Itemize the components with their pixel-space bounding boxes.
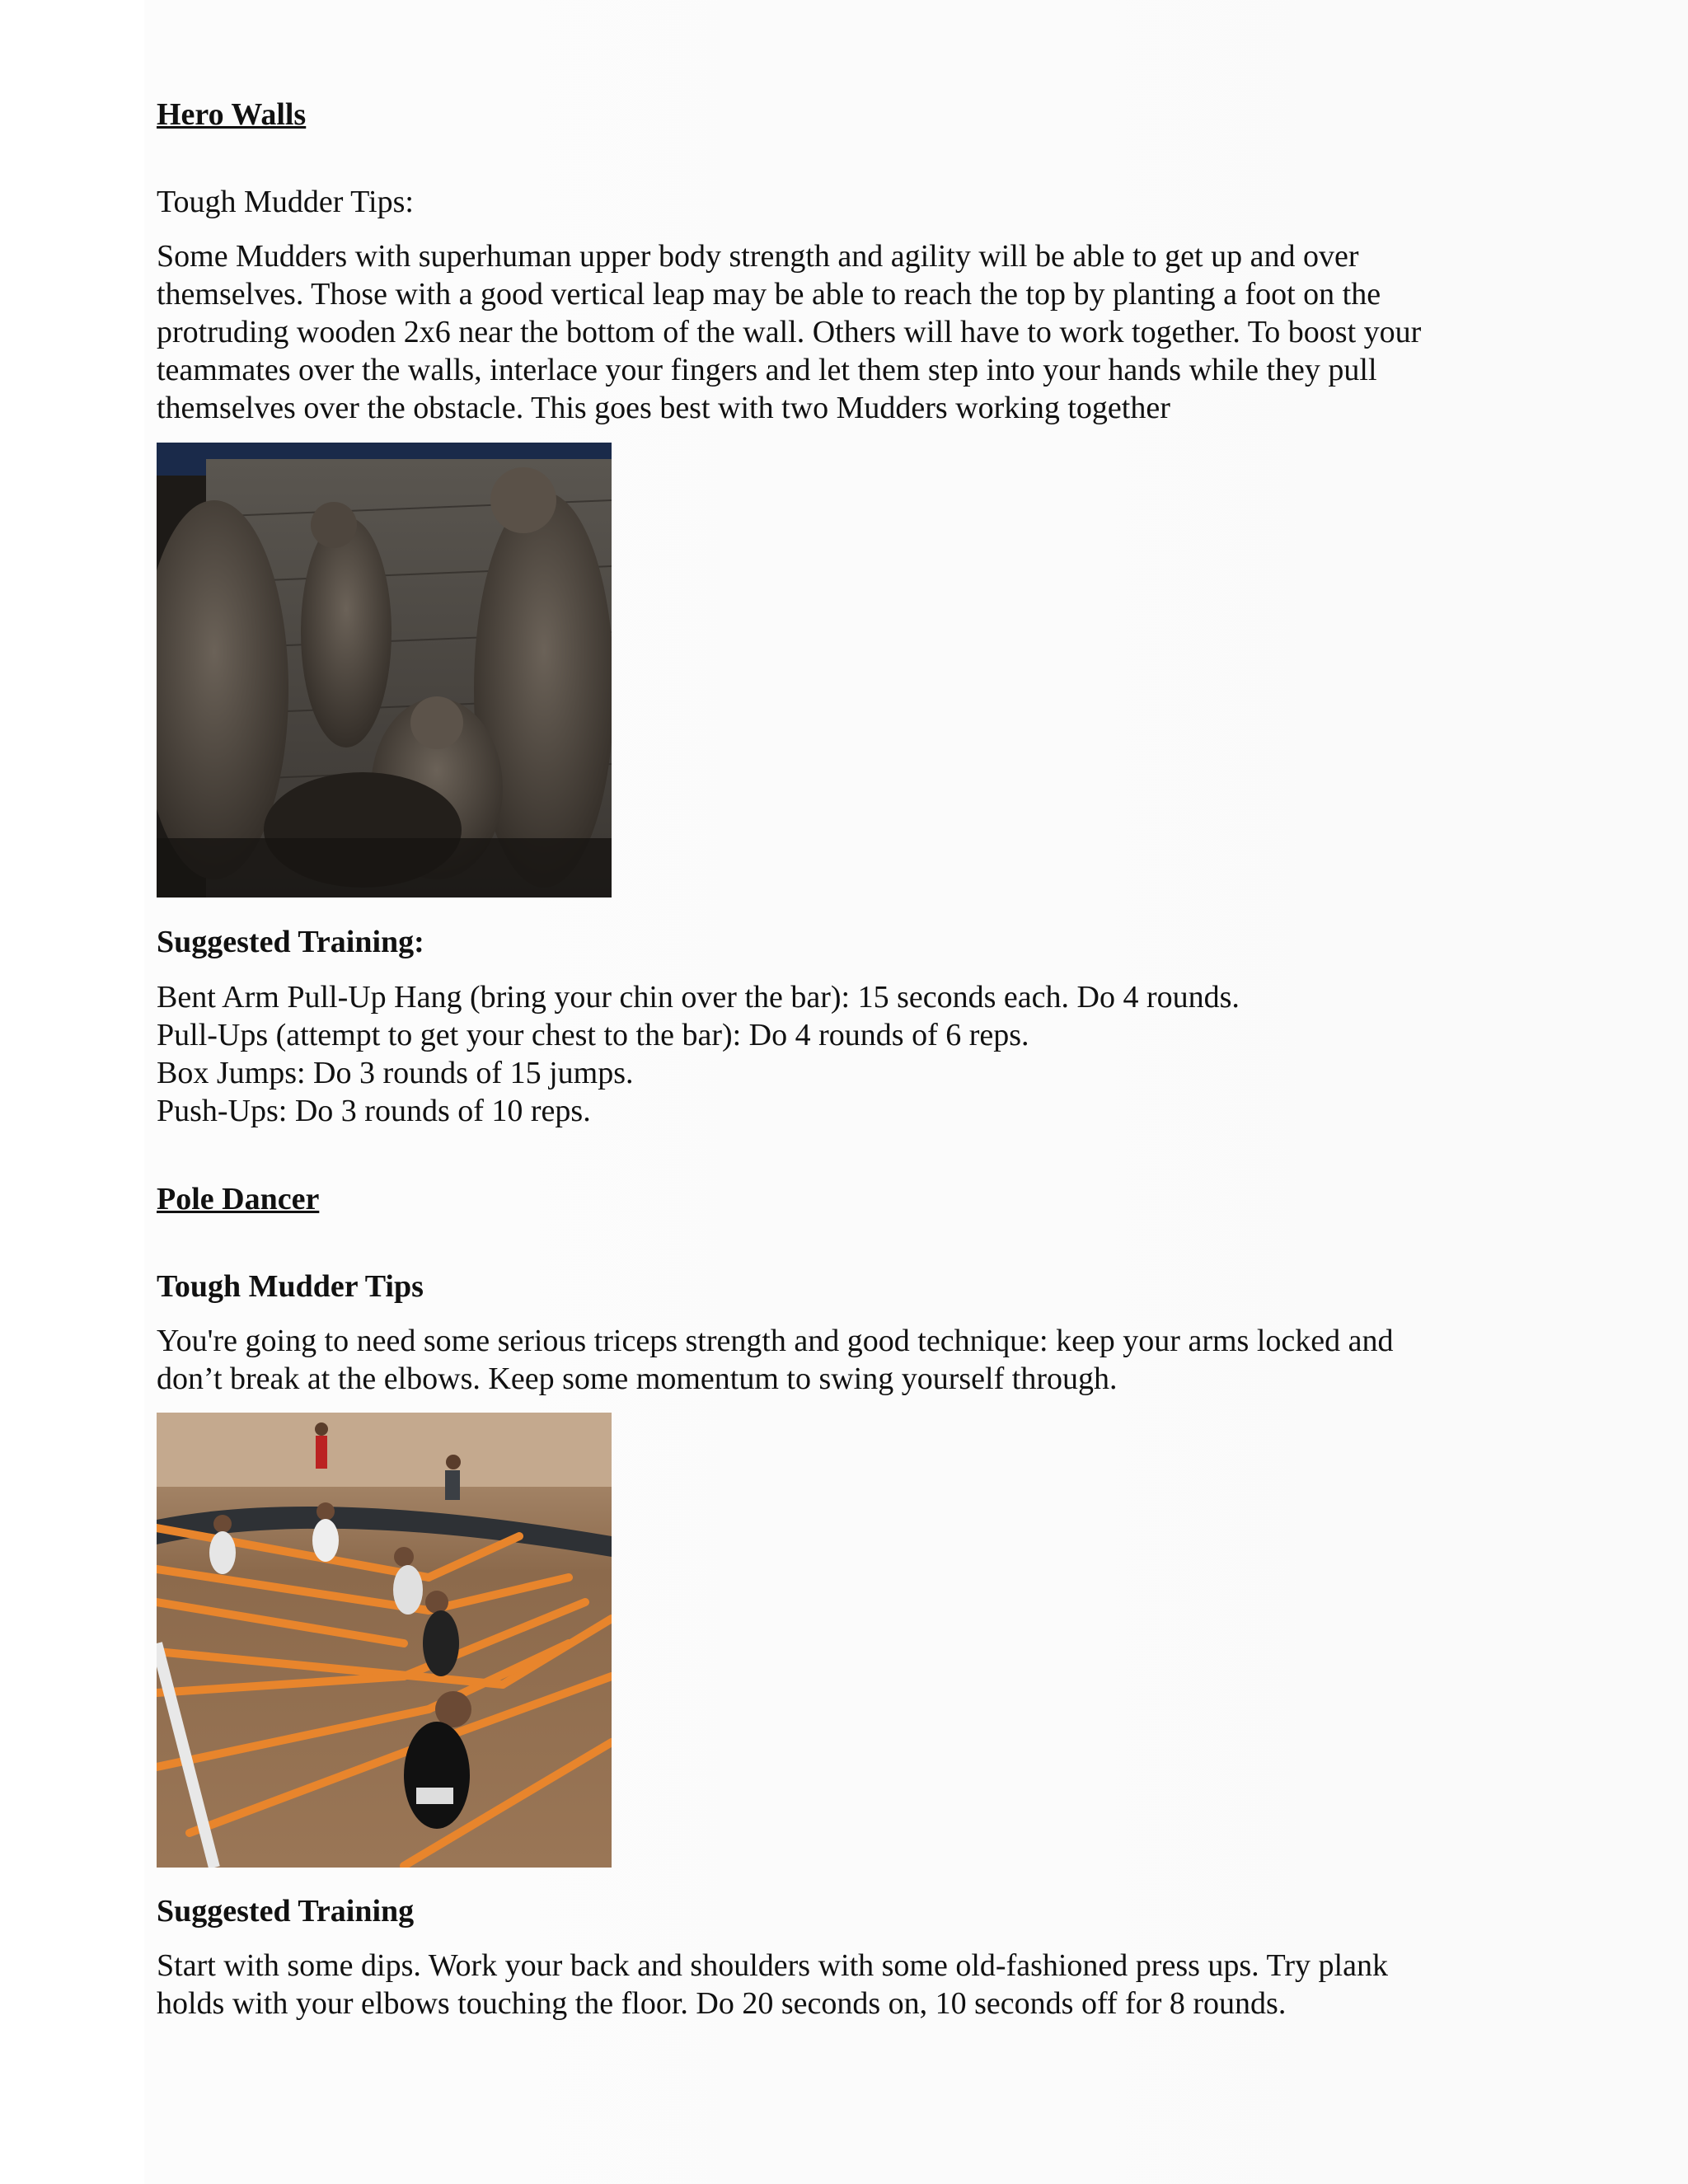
section-title-hero-walls: Hero Walls bbox=[157, 97, 307, 132]
training-heading-pole-dancer: Suggested Training bbox=[157, 1894, 415, 1929]
tips-paragraph-pole-dancer bbox=[157, 1322, 1393, 1398]
text-line: protruding wooden 2x6 near the bottom of the wall. Others will have to work together. To boost your bbox=[157, 315, 1422, 349]
text-line: You're going to need some serious triceps strength and good technique: keep your arms locked and bbox=[157, 1324, 1394, 1358]
training-item: Pull-Ups (attempt to get your chest to the bar): Do 4 rounds of 6 reps. bbox=[157, 1018, 1029, 1052]
text-line: teammates over the walls, interlace your fingers and let them step into your hands while they pull bbox=[157, 353, 1377, 387]
training-item: Push-Ups: Do 3 rounds of 10 reps. bbox=[157, 1094, 591, 1128]
text-line: Some Mudders with superhuman upper body strength and agility will be able to get up and over bbox=[157, 239, 1359, 274]
training-paragraph-pole-dancer bbox=[157, 1947, 1388, 2022]
training-item: Box Jumps: Do 3 rounds of 15 jumps. bbox=[157, 1056, 634, 1090]
text-line: holds with your elbows touching the floor. Do 20 seconds on, 10 seconds off for 8 rounds. bbox=[157, 1986, 1287, 2021]
tips-paragraph-hero-walls bbox=[157, 237, 1421, 427]
training-item: Bent Arm Pull-Up Hang (bring your chin over the bar): 15 seconds each. Do 4 rounds. bbox=[157, 980, 1240, 1015]
hero-walls-photo bbox=[157, 443, 612, 898]
pole-dancer-photo bbox=[157, 1413, 612, 1868]
text-line: don’t break at the elbows. Keep some momentum to swing yourself through. bbox=[157, 1361, 1118, 1396]
text-line: themselves over the obstacle. This goes best with two Mudders working together bbox=[157, 391, 1170, 425]
text-line: Start with some dips. Work your back and shoulders with some old-fashioned press ups. Try plank bbox=[157, 1948, 1388, 1983]
training-heading-hero-walls: Suggested Training: bbox=[157, 925, 424, 959]
training-list-hero-walls bbox=[157, 978, 1240, 1130]
tips-heading-hero-walls: Tough Mudder Tips: bbox=[157, 185, 414, 219]
section-title-pole-dancer: Pole Dancer bbox=[157, 1182, 320, 1216]
text-line: themselves. Those with a good vertical leap may be able to reach the top by planting a foot on the bbox=[157, 277, 1381, 312]
tips-heading-pole-dancer: Tough Mudder Tips bbox=[157, 1269, 424, 1304]
